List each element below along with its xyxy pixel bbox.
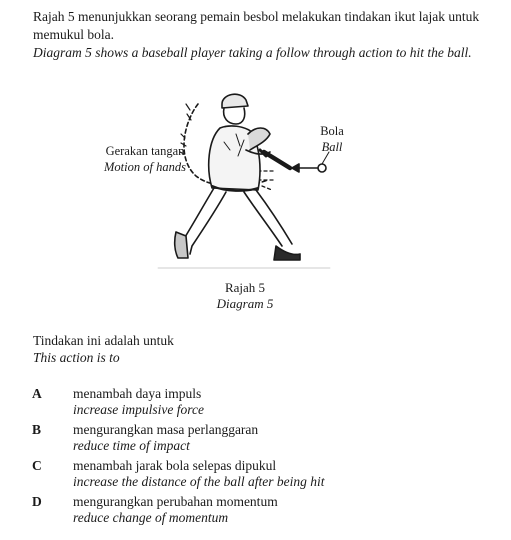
option-english: reduce change of momentum (73, 510, 229, 525)
option-letter: C (32, 458, 42, 473)
figure-caption-english: Diagram 5 (216, 296, 274, 311)
question-english: This action is to (33, 350, 120, 365)
label-ball-malay: Bola (320, 124, 344, 138)
ball-icon (318, 164, 326, 172)
label-ball-english: Ball (321, 140, 343, 154)
option-english: increase impulsive force (73, 402, 204, 417)
option-letter: A (32, 386, 42, 401)
question-malay: Tindakan ini adalah untuk (33, 333, 174, 348)
option-english: reduce time of impact (73, 438, 190, 453)
figure-caption-malay: Rajah 5 (224, 280, 266, 295)
option-letter: D (32, 494, 42, 509)
label-hands-malay: Gerakan tangan (105, 144, 185, 158)
option-letter: B (32, 422, 42, 437)
option-english: increase the distance of the ball after being hit (73, 474, 325, 489)
intro-malay-line2: memukul bola. (33, 27, 114, 42)
label-hands-english: Motion of hands (104, 160, 186, 174)
option-malay: mengurangkan perubahan momentum (73, 494, 278, 509)
intro-malay-line1: Rajah 5 menunjukkan seorang pemain besbol melakukan tindakan ikut lajak untuk (33, 9, 480, 24)
option-malay: menambah daya impuls (73, 386, 202, 401)
intro-english: Diagram 5 shows a baseball player taking a follow through action to hit the ball. (33, 45, 472, 60)
option-malay: mengurangkan masa perlanggaran (73, 422, 259, 437)
option-malay: menambah jarak bola selepas dipukul (73, 458, 277, 473)
